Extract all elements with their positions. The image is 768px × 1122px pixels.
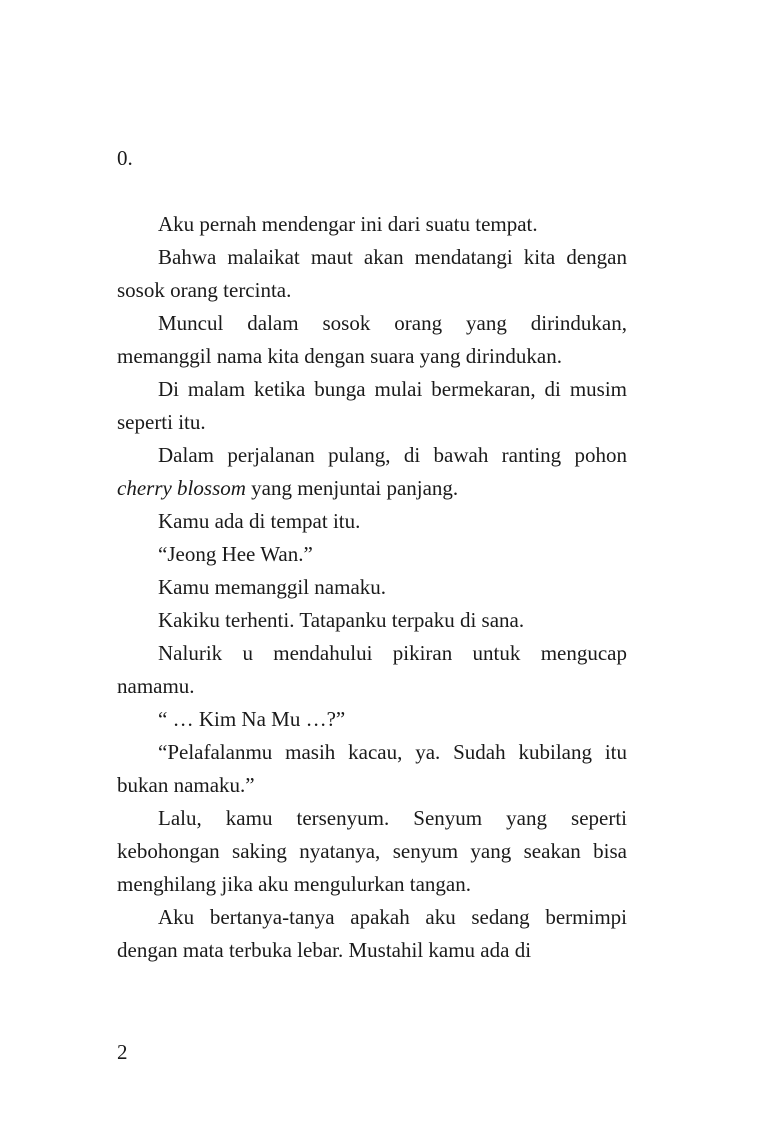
chapter-number: 0.	[117, 146, 133, 170]
paragraph: “Jeong Hee Wan.”	[158, 542, 313, 566]
paragraph: Kakiku terhenti. Tatapanku terpaku di sana.	[158, 608, 525, 632]
paragraph: Kamu memanggil namaku.	[158, 575, 387, 599]
paragraph: Muncul dalam sosok orang yang dirindukan, memanggil nama kita dengan suara yang dirindukan.	[117, 311, 627, 368]
paragraph-text: Dalam perjalanan pulang, di bawah ranting pohon	[158, 443, 627, 467]
italic-phrase: cherry blossom	[117, 476, 246, 500]
body-text	[117, 208, 627, 967]
paragraph: Kamu ada di tempat itu.	[158, 509, 361, 533]
paragraph: “ … Kim Na Mu …?”	[158, 707, 346, 731]
paragraph: Lalu, kamu tersenyum. Senyum yang seperti kebohongan saking nyatanya, senyum yang seakan bisa menghilang jika aku mengulurkan tangan.	[117, 806, 627, 896]
paragraph: Nalurik u mendahului pikiran untuk mengucap namamu.	[117, 641, 627, 698]
page-number: 2	[117, 1040, 128, 1064]
paragraph: Aku pernah mendengar ini dari suatu tempat.	[158, 212, 538, 236]
paragraph: Aku bertanya-tanya apakah aku sedang bermimpi dengan mata terbuka lebar. Mustahil kamu ada di	[117, 905, 627, 962]
paragraph: “Pelafalanmu masih kacau, ya. Sudah kubilang itu bukan namaku.”	[117, 740, 627, 797]
paragraph: Bahwa malaikat maut akan mendatangi kita dengan sosok orang tercinta.	[117, 245, 627, 302]
paragraph: Di malam ketika bunga mulai bermekaran, di musim seperti itu.	[117, 377, 627, 434]
paragraph-text: yang menjuntai panjang.	[245, 476, 459, 500]
paragraph	[117, 439, 627, 505]
